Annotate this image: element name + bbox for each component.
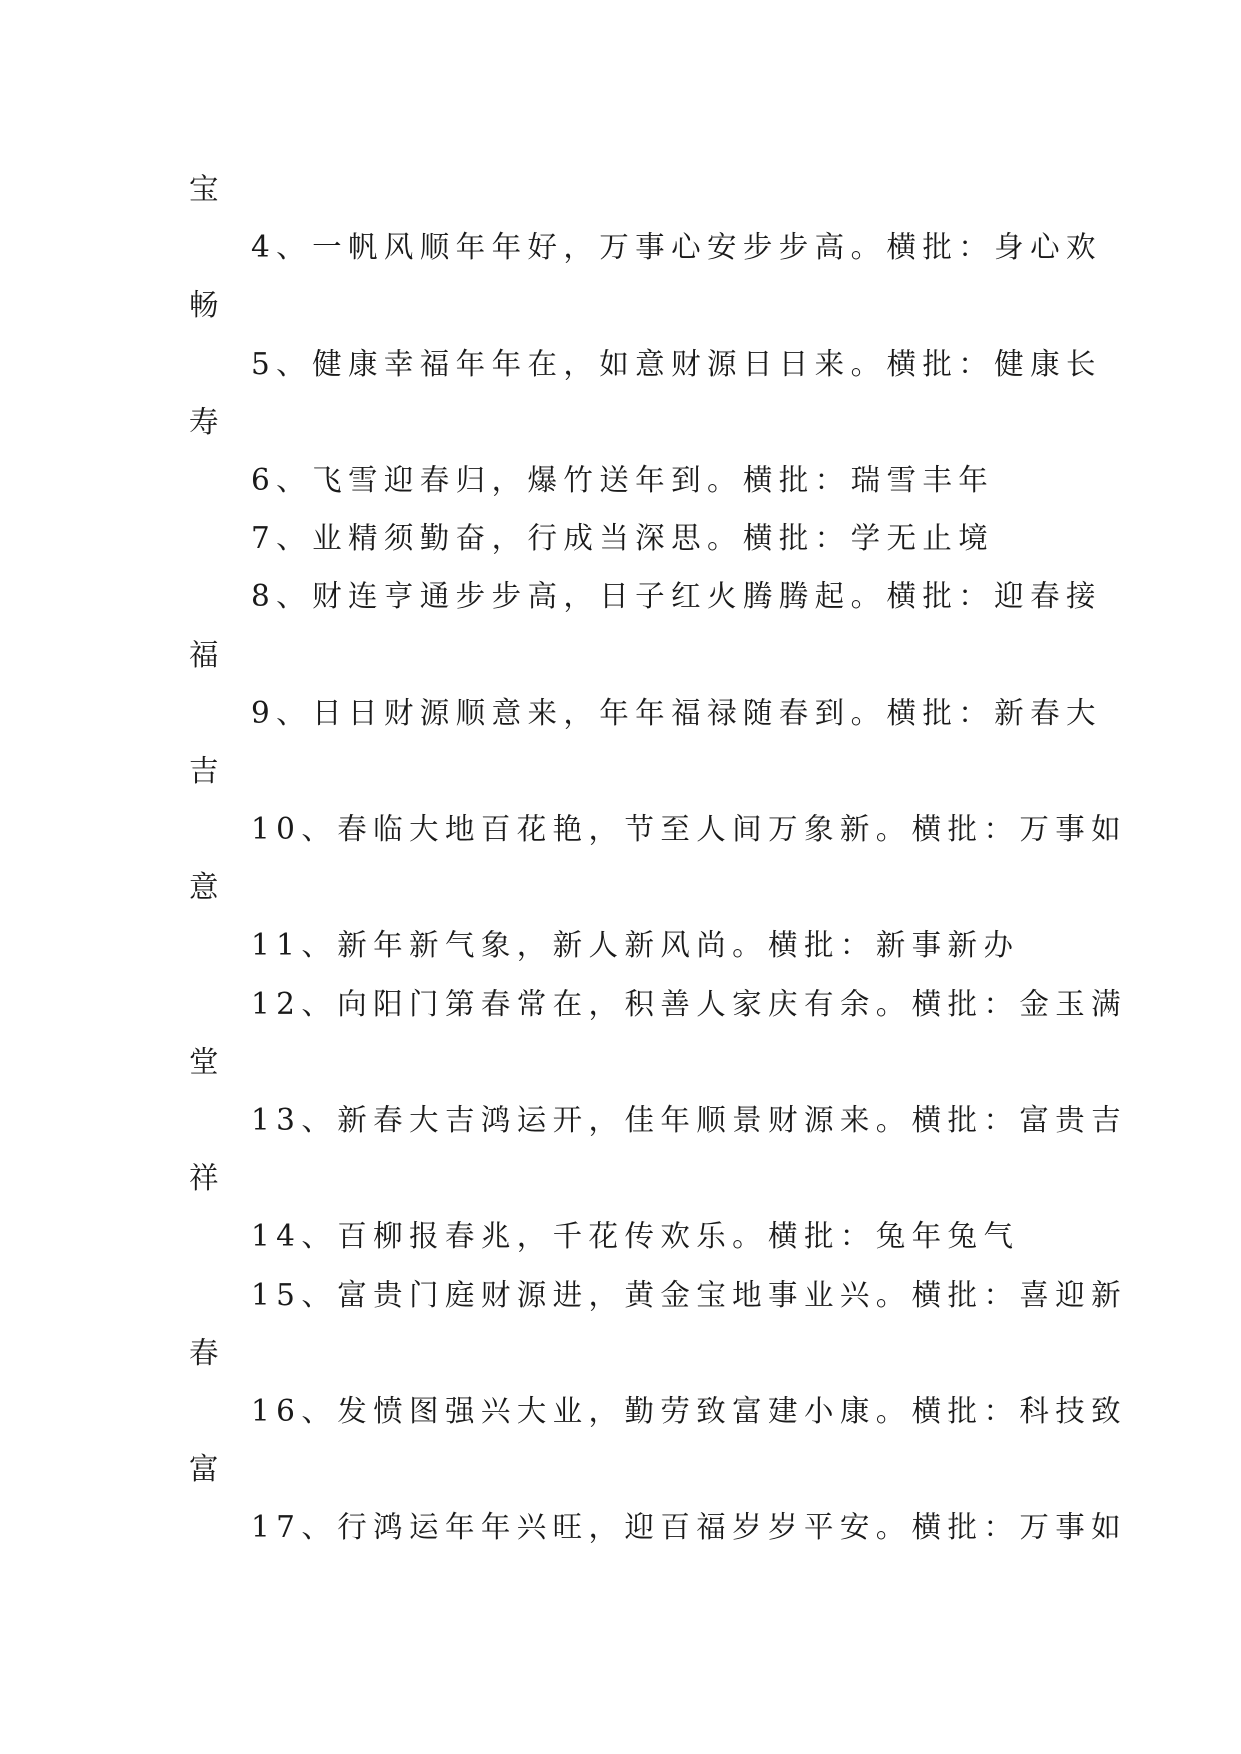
text-line: 4、一帆风顺年年好，万事心安步步高。横批：身心欢	[251, 230, 1102, 265]
text-line: 春	[189, 1335, 225, 1370]
text-line: 6、飞雪迎春归，爆竹送年到。横批：瑞雪丰年	[251, 462, 995, 497]
text-line: 富	[189, 1452, 225, 1487]
text-line: 16、发愤图强兴大业，勤劳致富建小康。横批：科技致	[251, 1393, 1128, 1428]
text-line: 祥	[189, 1161, 225, 1196]
text-line: 堂	[189, 1044, 225, 1079]
text-line: 意	[189, 870, 225, 905]
text-line: 宝	[189, 172, 225, 206]
text-line: 13、新春大吉鸿运开，佳年顺景财源来。横批：富贵吉	[251, 1103, 1128, 1137]
document-body	[189, 160, 1128, 1557]
text-line: 11、新年新气象，新人新风尚。横批：新事新办	[251, 928, 1020, 963]
text-line: 15、富贵门庭财源进，黄金宝地事业兴。横批：喜迎新	[251, 1277, 1128, 1312]
text-line: 7、业精须勤奋，行成当深思。横批：学无止境	[251, 521, 995, 556]
text-line: 12、向阳门第春常在，积善人家庆有余。横批：金玉满	[251, 986, 1128, 1021]
text-line: 14、百柳报春兆，千花传欢乐。横批：兔年兔气	[251, 1219, 1020, 1254]
text-line: 10、春临大地百花艳，节至人间万象新。横批：万事如	[251, 812, 1128, 847]
text-line: 8、财连亨通步步高，日子红火腾腾起。横批：迎春接	[251, 579, 1102, 614]
text-line: 9、日日财源顺意来，年年福禄随春到。横批：新春大	[251, 695, 1102, 730]
text-line: 吉	[189, 753, 225, 788]
text-line: 寿	[189, 404, 225, 439]
text-line: 福	[189, 637, 225, 672]
text-line: 5、健康幸福年年在，如意财源日日来。横批：健康长	[251, 346, 1102, 381]
text-line: 17、行鸿运年年兴旺，迎百福岁岁平安。横批：万事如	[251, 1510, 1128, 1545]
text-line: 畅	[189, 288, 225, 323]
